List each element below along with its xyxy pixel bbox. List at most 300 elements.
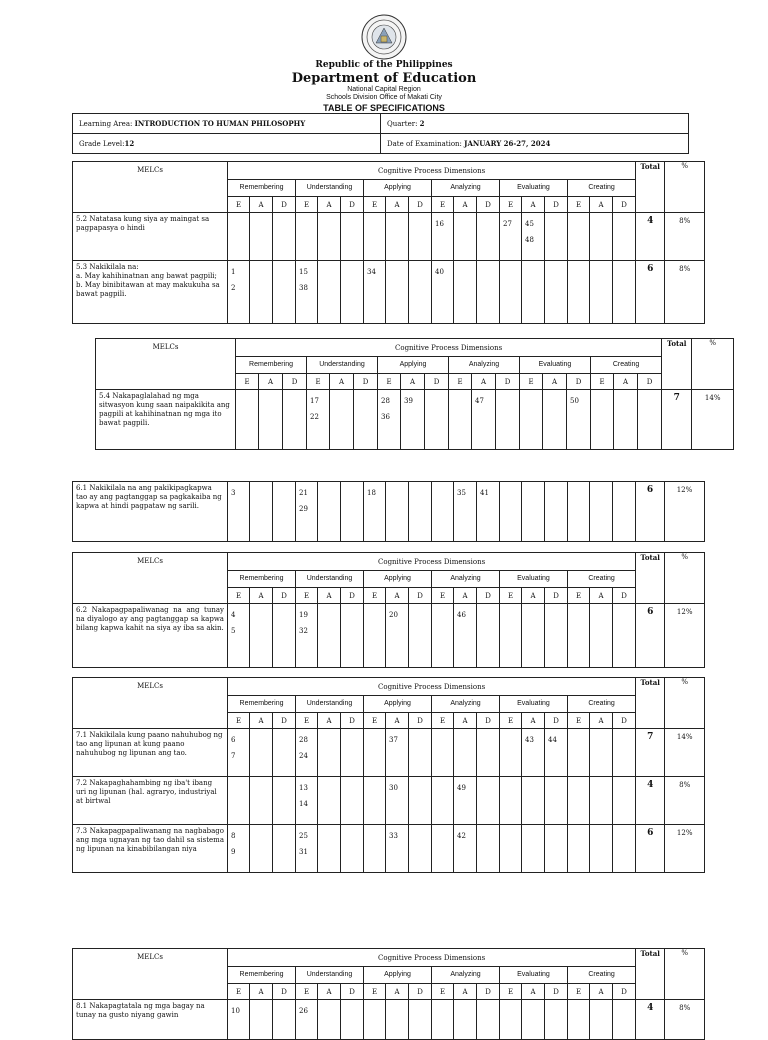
ead-header: D <box>409 197 432 213</box>
header-row <box>73 553 705 571</box>
item-number-cell: 6 7 <box>228 729 250 777</box>
item-number-cell: 15 38 <box>296 261 318 324</box>
item-number-cell <box>545 777 568 825</box>
item-number-cell <box>590 729 613 777</box>
item-number-cell <box>386 261 409 324</box>
ead-header: D <box>545 984 568 1000</box>
item-number-cell <box>522 825 545 873</box>
item-number-cell: 34 <box>364 261 386 324</box>
tos-table <box>72 948 705 1040</box>
item-number-cell: 47 <box>472 390 496 450</box>
item-number-cell <box>259 390 283 450</box>
item-number-cell <box>228 213 250 261</box>
ead-header: A <box>386 984 409 1000</box>
total-header: Total <box>662 339 692 390</box>
percent-header: % <box>692 339 734 390</box>
item-number-cell <box>613 1000 636 1040</box>
item-number-cell <box>568 1000 590 1040</box>
item-number-cell <box>386 213 409 261</box>
item-number-cell: 41 <box>477 482 500 542</box>
ead-header: D <box>613 197 636 213</box>
ead-header: A <box>454 713 477 729</box>
ead-header: E <box>432 197 454 213</box>
ead-header: E <box>568 197 590 213</box>
item-number-cell: 44 <box>545 729 568 777</box>
ead-header: A <box>590 984 613 1000</box>
melc-row <box>73 777 705 825</box>
total-header: Total <box>636 553 665 604</box>
level-header: Evaluating <box>500 696 568 713</box>
item-number-cell <box>273 777 296 825</box>
item-number-cell <box>250 1000 273 1040</box>
row-total: 7 <box>636 729 665 777</box>
cognitive-dimensions-header: Cognitive Process Dimensions <box>228 678 636 696</box>
ead-header: E <box>307 374 330 390</box>
ead-header: D <box>545 713 568 729</box>
item-number-cell <box>409 261 432 324</box>
level-header: Analyzing <box>449 357 520 374</box>
item-number-cell <box>568 213 590 261</box>
item-number-cell: 8 9 <box>228 825 250 873</box>
item-number-cell <box>228 777 250 825</box>
item-number-cell <box>341 729 364 777</box>
level-header: Analyzing <box>432 696 500 713</box>
item-number-cell <box>590 604 613 668</box>
item-number-cell: 50 <box>567 390 591 450</box>
ead-header: A <box>590 588 613 604</box>
percent-header: % <box>665 678 705 729</box>
item-number-cell: 13 14 <box>296 777 318 825</box>
ead-header: E <box>296 197 318 213</box>
item-number-cell: 42 <box>454 825 477 873</box>
level-header: Understanding <box>296 967 364 984</box>
ead-header: A <box>454 197 477 213</box>
item-number-cell <box>568 604 590 668</box>
ead-header: E <box>296 588 318 604</box>
ead-header: D <box>567 374 591 390</box>
item-number-cell <box>500 825 522 873</box>
ead-header: D <box>477 588 500 604</box>
item-number-cell <box>354 390 378 450</box>
ead-header: D <box>354 374 378 390</box>
total-header: Total <box>636 949 665 1000</box>
ead-header: E <box>296 984 318 1000</box>
item-number-cell <box>543 390 567 450</box>
ead-header: D <box>409 588 432 604</box>
item-number-cell <box>568 482 590 542</box>
ead-header: A <box>614 374 638 390</box>
melc-text: 5.4 Nakapaglalahad ng mga sitwasyon kung saan naipakikita ang pagpili at kahihinatnan ng mga ito bawat pagpili. <box>96 390 236 450</box>
cognitive-dimensions-header: Cognitive Process Dimensions <box>228 162 636 180</box>
ead-header: D <box>496 374 520 390</box>
item-number-cell <box>613 729 636 777</box>
item-number-cell <box>613 261 636 324</box>
ead-header: E <box>568 713 590 729</box>
melc-text: 7.1 Nakikilala kung paano nahuhubog ng tao ang lipunan at kung paano nahuhubog ng lipunan ang tao. <box>73 729 228 777</box>
level-header: Remembering <box>236 357 307 374</box>
item-number-cell <box>500 777 522 825</box>
item-number-cell <box>432 825 454 873</box>
melc-row <box>73 1000 705 1040</box>
ead-header: A <box>259 374 283 390</box>
level-header: Creating <box>568 571 636 588</box>
ead-header: E <box>432 588 454 604</box>
exam-info-table <box>72 113 689 154</box>
item-number-cell <box>318 1000 341 1040</box>
item-number-cell <box>425 390 449 450</box>
melc-row <box>96 390 734 450</box>
item-number-cell <box>614 390 638 450</box>
item-number-cell <box>522 261 545 324</box>
item-number-cell <box>250 729 273 777</box>
total-header: Total <box>636 678 665 729</box>
ead-header: A <box>401 374 425 390</box>
item-number-cell <box>432 729 454 777</box>
ead-header: A <box>522 984 545 1000</box>
row-total: 7 <box>662 390 692 450</box>
item-number-cell <box>318 729 341 777</box>
item-number-cell <box>236 390 259 450</box>
item-number-cell <box>250 261 273 324</box>
item-number-cell <box>318 604 341 668</box>
item-number-cell <box>273 604 296 668</box>
melc-text: 5.3 Nakikilala na: a. May kahihinatnan ang bawat pagpili; b. May binibitawan at may makukuha sa bawat pagpili. <box>73 261 228 324</box>
grade-level-cell: Grade Level:12 <box>73 134 381 154</box>
item-number-cell: 49 <box>454 777 477 825</box>
item-number-cell: 26 <box>296 1000 318 1040</box>
ead-header: E <box>591 374 614 390</box>
item-number-cell <box>545 825 568 873</box>
ead-header: D <box>283 374 307 390</box>
item-number-cell <box>250 604 273 668</box>
item-number-cell <box>500 261 522 324</box>
item-number-cell <box>590 482 613 542</box>
item-number-cell <box>273 482 296 542</box>
item-number-cell <box>330 390 354 450</box>
level-header: Evaluating <box>500 180 568 197</box>
item-number-cell <box>477 729 500 777</box>
row-percent: 14% <box>665 729 705 777</box>
item-number-cell <box>500 604 522 668</box>
item-number-cell <box>613 482 636 542</box>
melc-row <box>73 482 705 542</box>
item-number-cell: 33 <box>386 825 409 873</box>
item-number-cell: 40 <box>432 261 454 324</box>
item-number-cell <box>250 777 273 825</box>
item-number-cell: 21 29 <box>296 482 318 542</box>
division-line: Schools Division Office of Makati City <box>326 94 442 101</box>
item-number-cell <box>364 1000 386 1040</box>
item-number-cell <box>318 261 341 324</box>
ead-header: E <box>228 713 250 729</box>
level-header: Remembering <box>228 180 296 197</box>
row-total: 6 <box>636 604 665 668</box>
item-number-cell <box>591 390 614 450</box>
ead-header: E <box>228 588 250 604</box>
level-header: Remembering <box>228 696 296 713</box>
row-total: 6 <box>636 261 665 324</box>
item-number-cell <box>364 825 386 873</box>
level-header: Evaluating <box>500 967 568 984</box>
tos-table <box>72 677 705 873</box>
header-row <box>96 339 734 357</box>
item-number-cell <box>432 604 454 668</box>
item-number-cell <box>409 604 432 668</box>
level-header: Evaluating <box>500 571 568 588</box>
item-number-cell <box>454 261 477 324</box>
item-number-cell <box>364 777 386 825</box>
ead-header: D <box>425 374 449 390</box>
item-number-cell: 28 36 <box>378 390 401 450</box>
row-percent: 8% <box>665 261 705 324</box>
item-number-cell <box>477 604 500 668</box>
ead-header: A <box>522 197 545 213</box>
ead-header: E <box>432 713 454 729</box>
level-header: Creating <box>591 357 662 374</box>
item-number-cell <box>409 1000 432 1040</box>
item-number-cell: 10 <box>228 1000 250 1040</box>
item-number-cell <box>477 1000 500 1040</box>
item-number-cell <box>432 482 454 542</box>
ead-header: E <box>449 374 472 390</box>
ead-header: A <box>522 713 545 729</box>
item-number-cell: 30 <box>386 777 409 825</box>
melcs-header: MELCs <box>96 339 236 390</box>
item-number-cell <box>545 604 568 668</box>
melc-row <box>73 729 705 777</box>
item-number-cell <box>545 1000 568 1040</box>
item-number-cell <box>250 482 273 542</box>
level-header: Applying <box>378 357 449 374</box>
item-number-cell: 20 <box>386 604 409 668</box>
item-number-cell <box>318 825 341 873</box>
ead-header: E <box>500 197 522 213</box>
item-number-cell <box>638 390 662 450</box>
item-number-cell <box>341 825 364 873</box>
ead-header: D <box>273 197 296 213</box>
melc-row <box>73 604 705 668</box>
ead-header: E <box>432 984 454 1000</box>
ead-header: A <box>318 588 341 604</box>
item-number-cell <box>318 777 341 825</box>
exam-date-cell: Date of Examination: JANUARY 26-27, 2024 <box>381 134 689 154</box>
item-number-cell <box>545 213 568 261</box>
ead-header: D <box>477 197 500 213</box>
level-header: Evaluating <box>520 357 591 374</box>
item-number-cell <box>341 604 364 668</box>
item-number-cell: 37 <box>386 729 409 777</box>
item-number-cell <box>409 825 432 873</box>
item-number-cell <box>613 825 636 873</box>
item-number-cell <box>296 213 318 261</box>
ead-header: D <box>613 588 636 604</box>
item-number-cell <box>318 213 341 261</box>
ead-header: A <box>318 713 341 729</box>
ead-header: E <box>378 374 401 390</box>
ead-header: D <box>409 713 432 729</box>
ead-header: A <box>330 374 354 390</box>
item-number-cell <box>590 825 613 873</box>
item-number-cell: 35 <box>454 482 477 542</box>
ead-header: E <box>364 588 386 604</box>
item-number-cell <box>613 213 636 261</box>
level-header: Creating <box>568 180 636 197</box>
ead-header: D <box>638 374 662 390</box>
item-number-cell <box>477 213 500 261</box>
ead-header: E <box>228 984 250 1000</box>
ead-header: D <box>545 588 568 604</box>
ead-header: A <box>386 588 409 604</box>
item-number-cell <box>409 482 432 542</box>
melc-row <box>73 213 705 261</box>
ead-header: E <box>500 588 522 604</box>
ead-header: E <box>500 984 522 1000</box>
item-number-cell <box>273 729 296 777</box>
level-header: Applying <box>364 180 432 197</box>
melcs-header: MELCs <box>73 678 228 729</box>
ead-header: D <box>545 197 568 213</box>
ead-header: A <box>386 713 409 729</box>
cognitive-dimensions-header: Cognitive Process Dimensions <box>228 553 636 571</box>
level-header: Understanding <box>307 357 378 374</box>
row-percent: 12% <box>665 825 705 873</box>
tos-table <box>72 481 705 542</box>
ead-header: A <box>472 374 496 390</box>
item-number-cell <box>545 261 568 324</box>
item-number-cell <box>500 482 522 542</box>
item-number-cell: 4 5 <box>228 604 250 668</box>
melc-row <box>73 825 705 873</box>
item-number-cell <box>496 390 520 450</box>
department-line: Department of Education <box>291 71 477 86</box>
row-total: 6 <box>636 825 665 873</box>
ead-header: E <box>228 197 250 213</box>
item-number-cell <box>449 390 472 450</box>
ead-header: A <box>454 588 477 604</box>
ead-header: D <box>341 984 364 1000</box>
item-number-cell <box>432 1000 454 1040</box>
item-number-cell <box>500 729 522 777</box>
level-header: Applying <box>364 967 432 984</box>
item-number-cell <box>522 777 545 825</box>
ead-header: D <box>477 984 500 1000</box>
percent-header: % <box>665 949 705 1000</box>
item-number-cell <box>364 604 386 668</box>
ead-header: E <box>364 984 386 1000</box>
item-number-cell: 43 <box>522 729 545 777</box>
item-number-cell <box>545 482 568 542</box>
learning-area-cell: Learning Area: INTRODUCTION TO HUMAN PHILOSOPHY <box>73 114 381 134</box>
item-number-cell <box>590 261 613 324</box>
item-number-cell <box>454 729 477 777</box>
ead-header: E <box>296 713 318 729</box>
level-header: Creating <box>568 967 636 984</box>
level-header: Understanding <box>296 180 364 197</box>
item-number-cell <box>522 1000 545 1040</box>
deped-seal-icon <box>361 14 407 60</box>
item-number-cell <box>590 213 613 261</box>
item-number-cell <box>409 729 432 777</box>
item-number-cell <box>520 390 543 450</box>
row-percent: 12% <box>665 482 705 542</box>
cognitive-dimensions-header: Cognitive Process Dimensions <box>236 339 662 357</box>
level-header: Applying <box>364 571 432 588</box>
item-number-cell: 18 <box>364 482 386 542</box>
item-number-cell <box>454 213 477 261</box>
ead-header: A <box>454 984 477 1000</box>
melc-text: 7.2 Nakapaghahambing ng iba't ibang uri ng lipunan (hal. agraryo, industriyal at birtwal <box>73 777 228 825</box>
item-number-cell <box>568 825 590 873</box>
item-number-cell <box>364 729 386 777</box>
cognitive-dimensions-header: Cognitive Process Dimensions <box>228 949 636 967</box>
item-number-cell <box>454 1000 477 1040</box>
item-number-cell: 27 <box>500 213 522 261</box>
item-number-cell: 25 31 <box>296 825 318 873</box>
header-row <box>73 162 705 180</box>
level-header: Remembering <box>228 967 296 984</box>
row-total: 4 <box>636 777 665 825</box>
ead-header: D <box>613 713 636 729</box>
ead-header: A <box>250 713 273 729</box>
melc-text: 8.1 Nakapagtatala ng mga bagay na tunay na gusto niyang gawin <box>73 1000 228 1040</box>
tos-table <box>95 338 734 450</box>
document-header <box>0 14 768 113</box>
row-total: 4 <box>636 213 665 261</box>
republic-line: Republic of the Philippines <box>315 60 453 70</box>
row-percent: 12% <box>665 604 705 668</box>
item-number-cell <box>477 825 500 873</box>
level-header: Applying <box>364 696 432 713</box>
total-header: Total <box>636 162 665 213</box>
ead-header: E <box>568 984 590 1000</box>
melc-row <box>73 261 705 324</box>
ead-header: D <box>341 197 364 213</box>
melcs-header: MELCs <box>73 949 228 1000</box>
item-number-cell <box>522 604 545 668</box>
item-number-cell <box>364 213 386 261</box>
item-number-cell <box>477 261 500 324</box>
ead-header: A <box>250 197 273 213</box>
percent-header: % <box>665 162 705 213</box>
item-number-cell <box>341 1000 364 1040</box>
level-header: Remembering <box>228 571 296 588</box>
item-number-cell <box>273 1000 296 1040</box>
item-number-cell <box>341 213 364 261</box>
row-percent: 8% <box>665 213 705 261</box>
level-header: Analyzing <box>432 571 500 588</box>
level-header: Analyzing <box>432 967 500 984</box>
item-number-cell: 39 <box>401 390 425 450</box>
row-percent: 14% <box>692 390 734 450</box>
row-percent: 8% <box>665 777 705 825</box>
item-number-cell <box>341 261 364 324</box>
tos-table <box>72 552 705 668</box>
melc-text: 6.1 Nakikilala na ang pakikipagkapwa tao ay ang pagtanggap sa pagkakaiba ng kapwa at hindi pagpataw ng sarili. <box>73 482 228 542</box>
level-header: Understanding <box>296 571 364 588</box>
ead-header: D <box>613 984 636 1000</box>
level-header: Understanding <box>296 696 364 713</box>
item-number-cell <box>250 213 273 261</box>
item-number-cell: 45 48 <box>522 213 545 261</box>
item-number-cell <box>386 482 409 542</box>
ead-header: E <box>236 374 259 390</box>
ead-header: A <box>250 984 273 1000</box>
quarter-cell: Quarter: 2 <box>381 114 689 134</box>
ead-header: D <box>273 588 296 604</box>
ead-header: A <box>543 374 567 390</box>
ead-header: A <box>590 713 613 729</box>
ead-header: A <box>522 588 545 604</box>
